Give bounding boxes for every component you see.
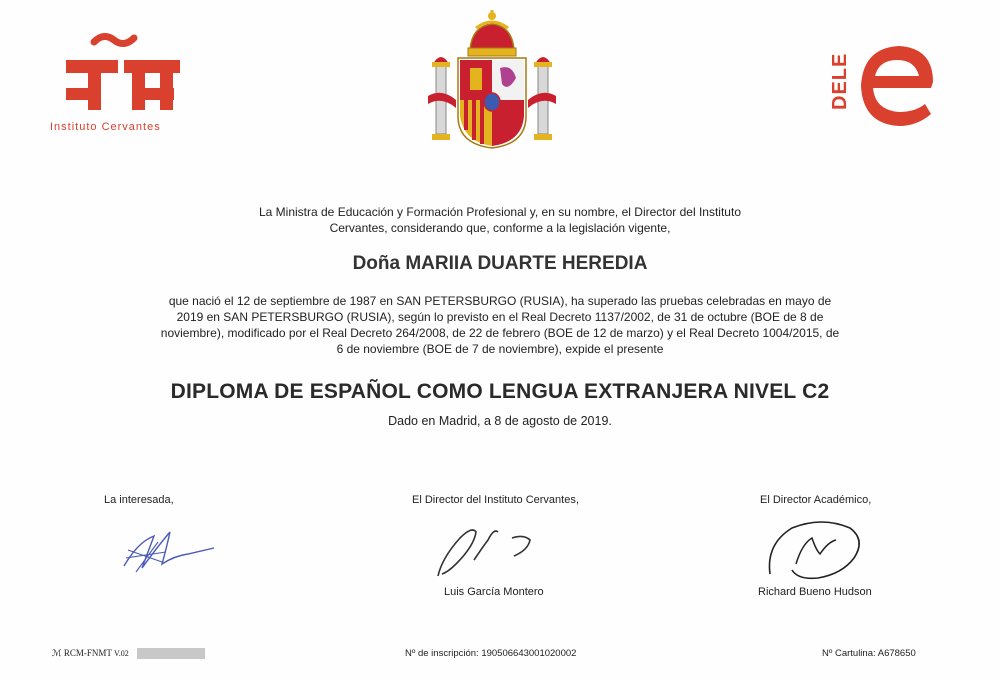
body-line: noviembre), modificado por el Real Decreto 264/2008, de 22 de febrero (BOE de 12 de marzo) y el Real Decreto 1004/2015, de bbox=[160, 326, 840, 340]
body-line: 2019 en SAN PETERSBURGO (RUSIA), según lo previsto en el Real Decreto 1137/2002, de 31 de octubre (BOE de 8 de bbox=[176, 310, 824, 324]
inscription-number: Nº de inscripción: 190506643001020002 bbox=[405, 648, 577, 659]
recipient-name: Doña MARIIA DUARTE HEREDIA bbox=[352, 253, 648, 274]
coat-of-arms-spain bbox=[422, 8, 562, 158]
body-line: que nació el 12 de septiembre de 1987 en SAN PETERSBURGO (RUSIA), ha superado las pruebas celebradas en mayo de bbox=[168, 294, 832, 308]
intro-line: La Ministra de Educación y Formación Profesional y, en su nombre, el Director del Instituto bbox=[258, 205, 741, 219]
footer-version: V.02 bbox=[113, 649, 129, 658]
academic-director-signature-icon bbox=[762, 514, 872, 586]
academic-director-name: Richard Bueno Hudson bbox=[758, 586, 872, 598]
instituto-cervantes-logo bbox=[48, 28, 218, 138]
diploma-title: DIPLOMA DE ESPAÑOL COMO LENGUA EXTRANJERA NIVEL C2 bbox=[170, 380, 830, 403]
redacted-block bbox=[137, 648, 205, 659]
director-signature-icon bbox=[432, 518, 552, 580]
director-name: Luis García Montero bbox=[444, 586, 544, 598]
dele-e-icon bbox=[859, 38, 939, 128]
dele-logo-text: DELE bbox=[829, 52, 851, 110]
dele-logo bbox=[825, 30, 945, 130]
coat-of-arms-icon bbox=[422, 8, 562, 158]
intro-paragraph bbox=[80, 204, 920, 236]
body-paragraph bbox=[80, 293, 920, 357]
fnmt-mark-icon: ℳ bbox=[52, 648, 62, 658]
academic-director-signature-label: El Director Académico, bbox=[760, 494, 872, 506]
place-date: Dado en Madrid, a 8 de agosto de 2019. bbox=[388, 414, 612, 428]
cervantes-emblem-icon bbox=[48, 28, 218, 118]
holder-signature-icon bbox=[118, 522, 218, 578]
director-signature-label: El Director del Instituto Cervantes, bbox=[412, 494, 579, 506]
cervantes-logo-text: Instituto Cervantes bbox=[50, 121, 161, 133]
holder-signature-label: La interesada, bbox=[104, 494, 174, 506]
footer-printer-mark bbox=[52, 648, 205, 659]
body-line: 6 de noviembre (BOE de 7 de noviembre), expide el presente bbox=[336, 342, 664, 356]
intro-line: Cervantes, considerando que, conforme a la legislación vigente, bbox=[329, 221, 671, 235]
footer-printer-code: RCM-FNMT bbox=[63, 648, 112, 658]
cartulina-number: Nº Cartulina: A678650 bbox=[822, 648, 916, 659]
